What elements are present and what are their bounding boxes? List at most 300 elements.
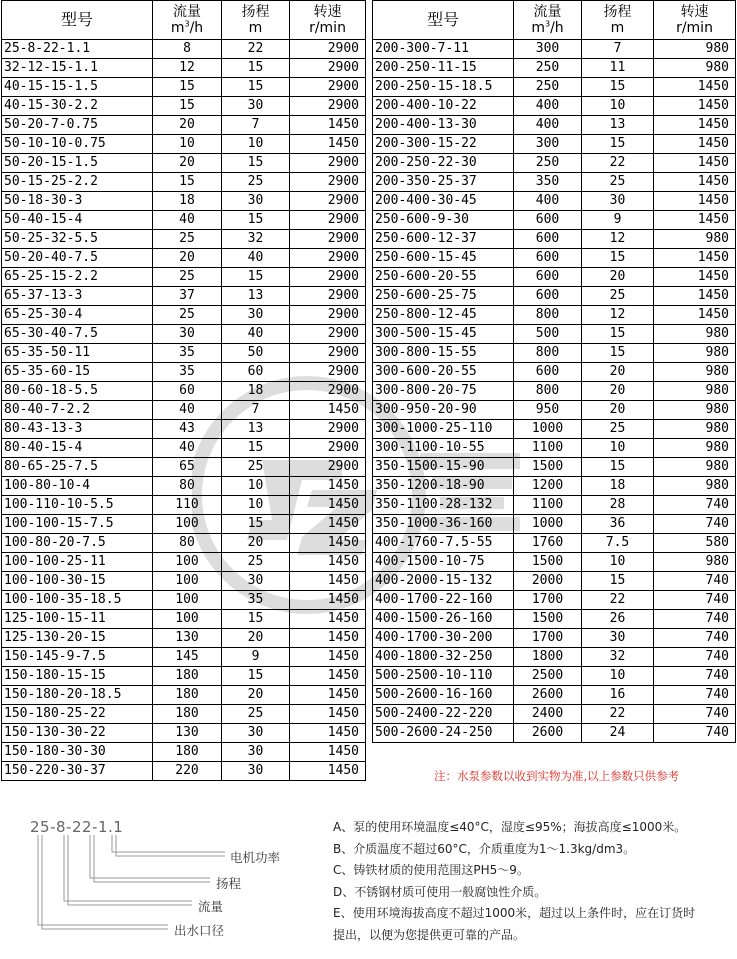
cell-flow: 600 [514,287,582,306]
cell-speed: 1450 [290,629,366,648]
cell-speed: 980 [654,230,736,249]
cell-model: 200-300-7-11 [373,40,514,59]
cell-speed: 1450 [654,192,736,211]
cell-speed: 1450 [654,268,736,287]
cell-flow: 400 [514,97,582,116]
table-row [373,135,736,154]
cell-speed: 740 [654,591,736,610]
cell-flow: 20 [153,249,222,268]
cell-head: 20 [582,382,654,401]
header-head-label: 扬程 [241,4,270,20]
table-row [373,591,736,610]
cell-flow: 130 [153,629,222,648]
cell-speed: 2900 [290,420,366,439]
cell-flow: 8 [153,40,222,59]
legend-label-head: 扬程 [216,876,242,891]
cell-head: 50 [222,344,290,363]
cell-speed: 1450 [290,610,366,629]
cell-flow: 100 [153,591,222,610]
cell-head: 7.5 [582,534,654,553]
header-model: 型号 [373,1,514,40]
table-row [2,363,366,382]
cell-flow: 25 [153,306,222,325]
cell-speed: 1450 [290,534,366,553]
cell-head: 25 [222,705,290,724]
cell-speed: 2900 [290,382,366,401]
cell-model: 200-300-15-22 [373,135,514,154]
table-row [2,306,366,325]
cell-head: 10 [582,667,654,686]
cell-head: 15 [222,515,290,534]
cell-flow: 600 [514,211,582,230]
table-row [2,268,366,287]
cell-speed: 2900 [290,40,366,59]
cell-head: 30 [222,306,290,325]
cell-model: 250-600-12-37 [373,230,514,249]
cell-flow: 1100 [514,439,582,458]
cell-model: 32-12-15-1.1 [2,59,153,78]
cell-flow: 600 [514,230,582,249]
cell-flow: 65 [153,458,222,477]
cell-flow: 30 [153,325,222,344]
cell-flow: 40 [153,211,222,230]
cell-flow: 37 [153,287,222,306]
cell-flow: 250 [514,59,582,78]
cell-speed: 2900 [290,211,366,230]
cell-speed: 1450 [654,173,736,192]
cell-model: 250-600-25-75 [373,287,514,306]
cell-head: 60 [222,363,290,382]
cell-head: 22 [582,154,654,173]
cell-model: 300-800-20-75 [373,382,514,401]
requirement-e: E、使用环境海拔高度不超过1000米，超过以上条件时，应在订货时 [333,906,696,920]
table-row [2,705,366,724]
header-speed-unit: r/min [676,20,713,36]
cell-model: 150-180-20-18.5 [2,686,153,705]
legend-label-motor-power: 电机功率 [230,850,281,865]
cell-head: 20 [222,686,290,705]
cell-head: 15 [222,439,290,458]
table-row [2,78,366,97]
table-row [373,116,736,135]
cell-model: 100-80-20-7.5 [2,534,153,553]
table-row [373,686,736,705]
table-row [373,173,736,192]
cell-flow: 1500 [514,610,582,629]
cell-flow: 180 [153,743,222,762]
cell-speed: 1450 [654,287,736,306]
cell-speed: 2900 [290,325,366,344]
header-head-unit: m [248,20,263,36]
table-row [373,610,736,629]
cell-flow: 1500 [514,458,582,477]
cell-speed: 2900 [290,306,366,325]
cell-head: 25 [222,173,290,192]
table-row [2,439,366,458]
cell-flow: 950 [514,401,582,420]
cell-speed: 1450 [290,724,366,743]
cell-speed: 1450 [290,572,366,591]
cell-speed: 1450 [290,762,366,781]
table-row [373,439,736,458]
cell-speed: 740 [654,515,736,534]
table-row [2,287,366,306]
cell-head: 12 [582,306,654,325]
cell-model: 400-1760-7.5-55 [373,534,514,553]
cell-flow: 1200 [514,477,582,496]
cell-model: 500-2600-16-160 [373,686,514,705]
cell-model: 350-1000-36-160 [373,515,514,534]
cell-model: 80-40-15-4 [2,439,153,458]
cell-head: 15 [222,154,290,173]
cell-head: 30 [222,572,290,591]
cell-model: 300-600-20-55 [373,363,514,382]
table-row [2,496,366,515]
cell-head: 22 [582,705,654,724]
cell-speed: 2900 [290,78,366,97]
cell-speed: 980 [654,363,736,382]
cell-flow: 145 [153,648,222,667]
cell-flow: 300 [514,40,582,59]
cell-speed: 980 [654,439,736,458]
header-speed [290,1,366,40]
cell-speed: 1450 [290,743,366,762]
header-head [222,1,290,40]
cell-speed: 740 [654,572,736,591]
cell-head: 25 [582,173,654,192]
cell-speed: 740 [654,648,736,667]
cell-model: 65-25-30-4 [2,306,153,325]
cell-head: 36 [582,515,654,534]
cell-head: 15 [222,59,290,78]
cell-model: 200-250-22-30 [373,154,514,173]
cell-head: 35 [222,591,290,610]
cell-model: 50-20-7-0.75 [2,116,153,135]
cell-model: 200-250-11-15 [373,59,514,78]
table-row [2,249,366,268]
cell-speed: 2900 [290,363,366,382]
cell-flow: 2600 [514,724,582,743]
cell-model: 250-600-15-45 [373,249,514,268]
cell-speed: 2900 [290,59,366,78]
cell-head: 15 [582,249,654,268]
cell-head: 18 [222,382,290,401]
cell-model: 150-180-30-30 [2,743,153,762]
cell-head: 10 [582,439,654,458]
cell-head: 9 [582,211,654,230]
table-row [373,344,736,363]
table-row [2,173,366,192]
cell-model: 300-1000-25-110 [373,420,514,439]
table-row [2,534,366,553]
cell-model: 200-400-13-30 [373,116,514,135]
pump-spec-table-left [1,0,366,781]
table-row [2,230,366,249]
cell-speed: 2900 [290,192,366,211]
table-row [373,382,736,401]
cell-speed: 1450 [654,135,736,154]
cell-model: 400-1800-32-250 [373,648,514,667]
cell-speed: 740 [654,667,736,686]
cell-head: 7 [222,116,290,135]
cell-model: 150-145-9-7.5 [2,648,153,667]
cell-flow: 800 [514,382,582,401]
cell-speed: 1450 [290,648,366,667]
cell-model: 250-800-12-45 [373,306,514,325]
table-row [2,344,366,363]
cell-head: 20 [222,629,290,648]
cell-head: 32 [582,648,654,667]
cell-head: 25 [222,553,290,572]
cell-flow: 15 [153,173,222,192]
cell-head: 15 [582,572,654,591]
table-row [2,192,366,211]
legend-label-outlet-diameter: 出水口径 [174,923,225,938]
legend-model-code: 25-8-22-1.1 [30,818,124,836]
cell-flow: 400 [514,192,582,211]
table-row [2,667,366,686]
cell-head: 15 [222,610,290,629]
table-row [2,648,366,667]
table-row [2,154,366,173]
table-row [373,211,736,230]
cell-head: 20 [222,534,290,553]
cell-flow: 10 [153,135,222,154]
cell-head: 40 [222,249,290,268]
cell-head: 20 [582,363,654,382]
cell-flow: 35 [153,344,222,363]
table-row [2,553,366,572]
cell-speed: 1450 [654,249,736,268]
cell-speed: 1450 [654,116,736,135]
cell-speed: 740 [654,686,736,705]
cell-head: 30 [222,743,290,762]
table-row [373,306,736,325]
cell-speed: 580 [654,534,736,553]
cell-model: 25-8-22-1.1 [2,40,153,59]
cell-head: 30 [222,762,290,781]
header-flow-unit: $m^3/h$ [170,19,204,36]
table-row [2,477,366,496]
cell-model: 300-800-15-55 [373,344,514,363]
requirement-e-cont: 提出，以便为您提供更可靠的产品。 [333,927,526,942]
table-row [2,515,366,534]
cell-speed: 980 [654,401,736,420]
cell-head: 15 [582,325,654,344]
cell-flow: 180 [153,686,222,705]
cell-model: 300-950-20-90 [373,401,514,420]
cell-head: 15 [222,268,290,287]
cell-speed: 1450 [290,515,366,534]
cell-flow: 220 [153,762,222,781]
table-row [373,667,736,686]
cell-model: 400-1500-10-75 [373,553,514,572]
cell-flow: 2400 [514,705,582,724]
cell-flow: 600 [514,268,582,287]
cell-model: 300-500-15-45 [373,325,514,344]
cell-flow: 110 [153,496,222,515]
cell-model: 125-130-20-15 [2,629,153,648]
cell-head: 15 [582,135,654,154]
cell-head: 15 [582,458,654,477]
cell-flow: 500 [514,325,582,344]
cell-model: 300-1100-10-55 [373,439,514,458]
cell-speed: 2900 [290,249,366,268]
cell-model: 500-2500-10-110 [373,667,514,686]
cell-head: 10 [222,135,290,154]
cell-flow: 60 [153,382,222,401]
cell-model: 350-1200-18-90 [373,477,514,496]
table-row [373,477,736,496]
cell-model: 125-100-15-11 [2,610,153,629]
cell-head: 30 [222,192,290,211]
table-row [373,192,736,211]
cell-head: 15 [582,78,654,97]
cell-head: 20 [582,268,654,287]
cell-model: 80-60-18-5.5 [2,382,153,401]
cell-flow: 80 [153,477,222,496]
cell-flow: 2600 [514,686,582,705]
table-row [2,762,366,781]
cell-head: 9 [222,648,290,667]
cell-flow: 1760 [514,534,582,553]
cell-head: 15 [582,344,654,363]
cell-head: 10 [582,553,654,572]
table-row [2,743,366,762]
requirement-d: D、不锈钢材质可使用一般腐蚀性介质。 [333,884,547,899]
table-row [373,249,736,268]
cell-flow: 2000 [514,572,582,591]
table-row [2,401,366,420]
table-row [373,420,736,439]
cell-model: 80-65-25-7.5 [2,458,153,477]
cell-head: 10 [222,496,290,515]
legend-label-flow: 流量 [198,899,224,914]
cell-speed: 2900 [290,154,366,173]
cell-speed: 1450 [290,553,366,572]
table-row [373,534,736,553]
cell-model: 50-10-10-0.75 [2,135,153,154]
cell-flow: 35 [153,363,222,382]
table-row [373,268,736,287]
cell-speed: 1450 [290,116,366,135]
cell-model: 65-30-40-7.5 [2,325,153,344]
cell-flow: 20 [153,154,222,173]
table-row [2,591,366,610]
table-row [373,97,736,116]
cell-model: 400-1700-30-200 [373,629,514,648]
table-row [2,629,366,648]
cell-speed: 740 [654,705,736,724]
cell-model: 40-15-15-1.5 [2,78,153,97]
table-row [373,325,736,344]
cell-speed: 2900 [290,458,366,477]
cell-speed: 2900 [290,287,366,306]
cell-speed: 2900 [290,268,366,287]
header-flow [153,1,222,40]
cell-head: 13 [582,116,654,135]
cell-model: 400-1500-26-160 [373,610,514,629]
table-row [373,287,736,306]
table-row [373,648,736,667]
model-code-legend [0,810,330,950]
parameter-note: 注：水泵参数以收到实物为准,以上参数只供参考 [434,769,680,783]
cell-model: 65-37-13-3 [2,287,153,306]
requirement-c: C、铸铁材质的使用范围这PH5～9。 [333,863,529,877]
pump-spec-table-right [372,0,736,743]
cell-head: 28 [582,496,654,515]
cell-flow: 250 [514,154,582,173]
table-row [373,40,736,59]
table-row [373,553,736,572]
cell-model: 150-180-25-22 [2,705,153,724]
header-model: 型号 [2,1,153,40]
cell-head: 30 [582,629,654,648]
cell-head: 10 [222,477,290,496]
table-row [373,230,736,249]
cell-speed: 1450 [290,591,366,610]
header-head-unit: m [610,20,625,36]
cell-model: 350-1100-28-132 [373,496,514,515]
cell-model: 400-1700-22-160 [373,591,514,610]
table-row [2,382,366,401]
table-row [2,40,366,59]
cell-speed: 1450 [654,78,736,97]
cell-model: 500-2400-22-220 [373,705,514,724]
table-row [373,59,736,78]
cell-flow: 43 [153,420,222,439]
table-row [2,572,366,591]
cell-model: 80-43-13-3 [2,420,153,439]
cell-model: 100-100-25-11 [2,553,153,572]
cell-model: 50-20-15-1.5 [2,154,153,173]
table-row [2,59,366,78]
cell-speed: 980 [654,40,736,59]
cell-model: 250-600-20-55 [373,268,514,287]
cell-speed: 1450 [290,135,366,154]
cell-flow: 600 [514,249,582,268]
cell-model: 40-15-30-2.2 [2,97,153,116]
cell-head: 30 [222,724,290,743]
cell-flow: 100 [153,515,222,534]
cell-flow: 600 [514,363,582,382]
cell-speed: 1450 [290,705,366,724]
cell-speed: 980 [654,325,736,344]
cell-head: 13 [222,287,290,306]
cell-model: 50-40-15-4 [2,211,153,230]
table-row [2,610,366,629]
cell-model: 500-2600-24-250 [373,724,514,743]
cell-flow: 15 [153,97,222,116]
cell-model: 65-35-60-15 [2,363,153,382]
cell-flow: 800 [514,344,582,363]
header-speed-label: 转速 [313,4,342,20]
cell-speed: 1450 [290,686,366,705]
cell-flow: 25 [153,268,222,287]
cell-speed: 980 [654,458,736,477]
cell-model: 50-15-25-2.2 [2,173,153,192]
cell-flow: 12 [153,59,222,78]
cell-speed: 1450 [654,154,736,173]
cell-head: 25 [222,458,290,477]
header-head [582,1,654,40]
cell-head: 16 [582,686,654,705]
cell-model: 65-35-50-11 [2,344,153,363]
cell-flow: 1000 [514,420,582,439]
cell-head: 24 [582,724,654,743]
cell-speed: 1450 [290,477,366,496]
cell-model: 100-80-10-4 [2,477,153,496]
